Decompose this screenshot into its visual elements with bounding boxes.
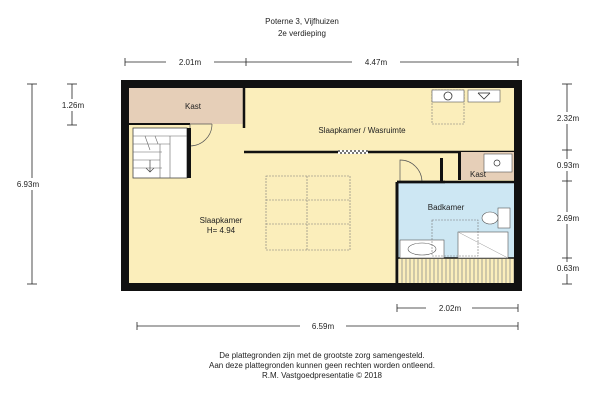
floor-subtitle: 2e verdieping — [277, 29, 327, 38]
right-dimensions — [548, 84, 588, 284]
dim-bottom-bath: 2.02m — [438, 304, 462, 313]
dim-top-right: 4.47m — [364, 58, 388, 67]
room-kast-small — [458, 152, 514, 180]
label-slaapkamer-height: H= 4.94 — [206, 226, 236, 235]
label-slaapkamer: Slaapkamer — [199, 216, 243, 225]
dim-right-4: 0.63m — [556, 264, 580, 273]
dim-right-2: 0.93m — [556, 161, 580, 170]
footer-line-3: R.M. Vastgoedpresentatie © 2018 — [261, 371, 383, 380]
left-dimension-kast — [54, 84, 92, 125]
label-kast-small: Kast — [469, 170, 487, 179]
dim-right-1: 2.32m — [556, 114, 580, 123]
left-dimension-total — [8, 84, 48, 284]
bottom-dimension-total — [137, 320, 518, 332]
footer-line-1: De plattegronden zijn met de grootste zorg samengesteld. — [219, 351, 425, 360]
address-title: Poterne 3, Vijfhuizen — [265, 17, 339, 26]
label-slaapkamer-wasruimte: Slaapkamer / Wasruimte — [318, 126, 406, 135]
stairs — [133, 128, 191, 178]
dim-top-left: 2.01m — [178, 58, 202, 67]
dim-bottom-total: 6.59m — [311, 322, 335, 331]
dim-left-kast: 1.26m — [61, 101, 85, 110]
bottom-dimension-bath — [397, 302, 518, 314]
top-dimension — [125, 56, 518, 68]
footer-line-2: Aan deze plattegronden kunnen geen rechten worden ontleend. — [209, 361, 435, 370]
dim-left-total: 6.93m — [16, 180, 40, 189]
dim-right-3: 2.69m — [556, 214, 580, 223]
label-kast-top: Kast — [184, 102, 202, 111]
label-badkamer: Badkamer — [427, 203, 465, 212]
hatched-area — [398, 259, 514, 283]
